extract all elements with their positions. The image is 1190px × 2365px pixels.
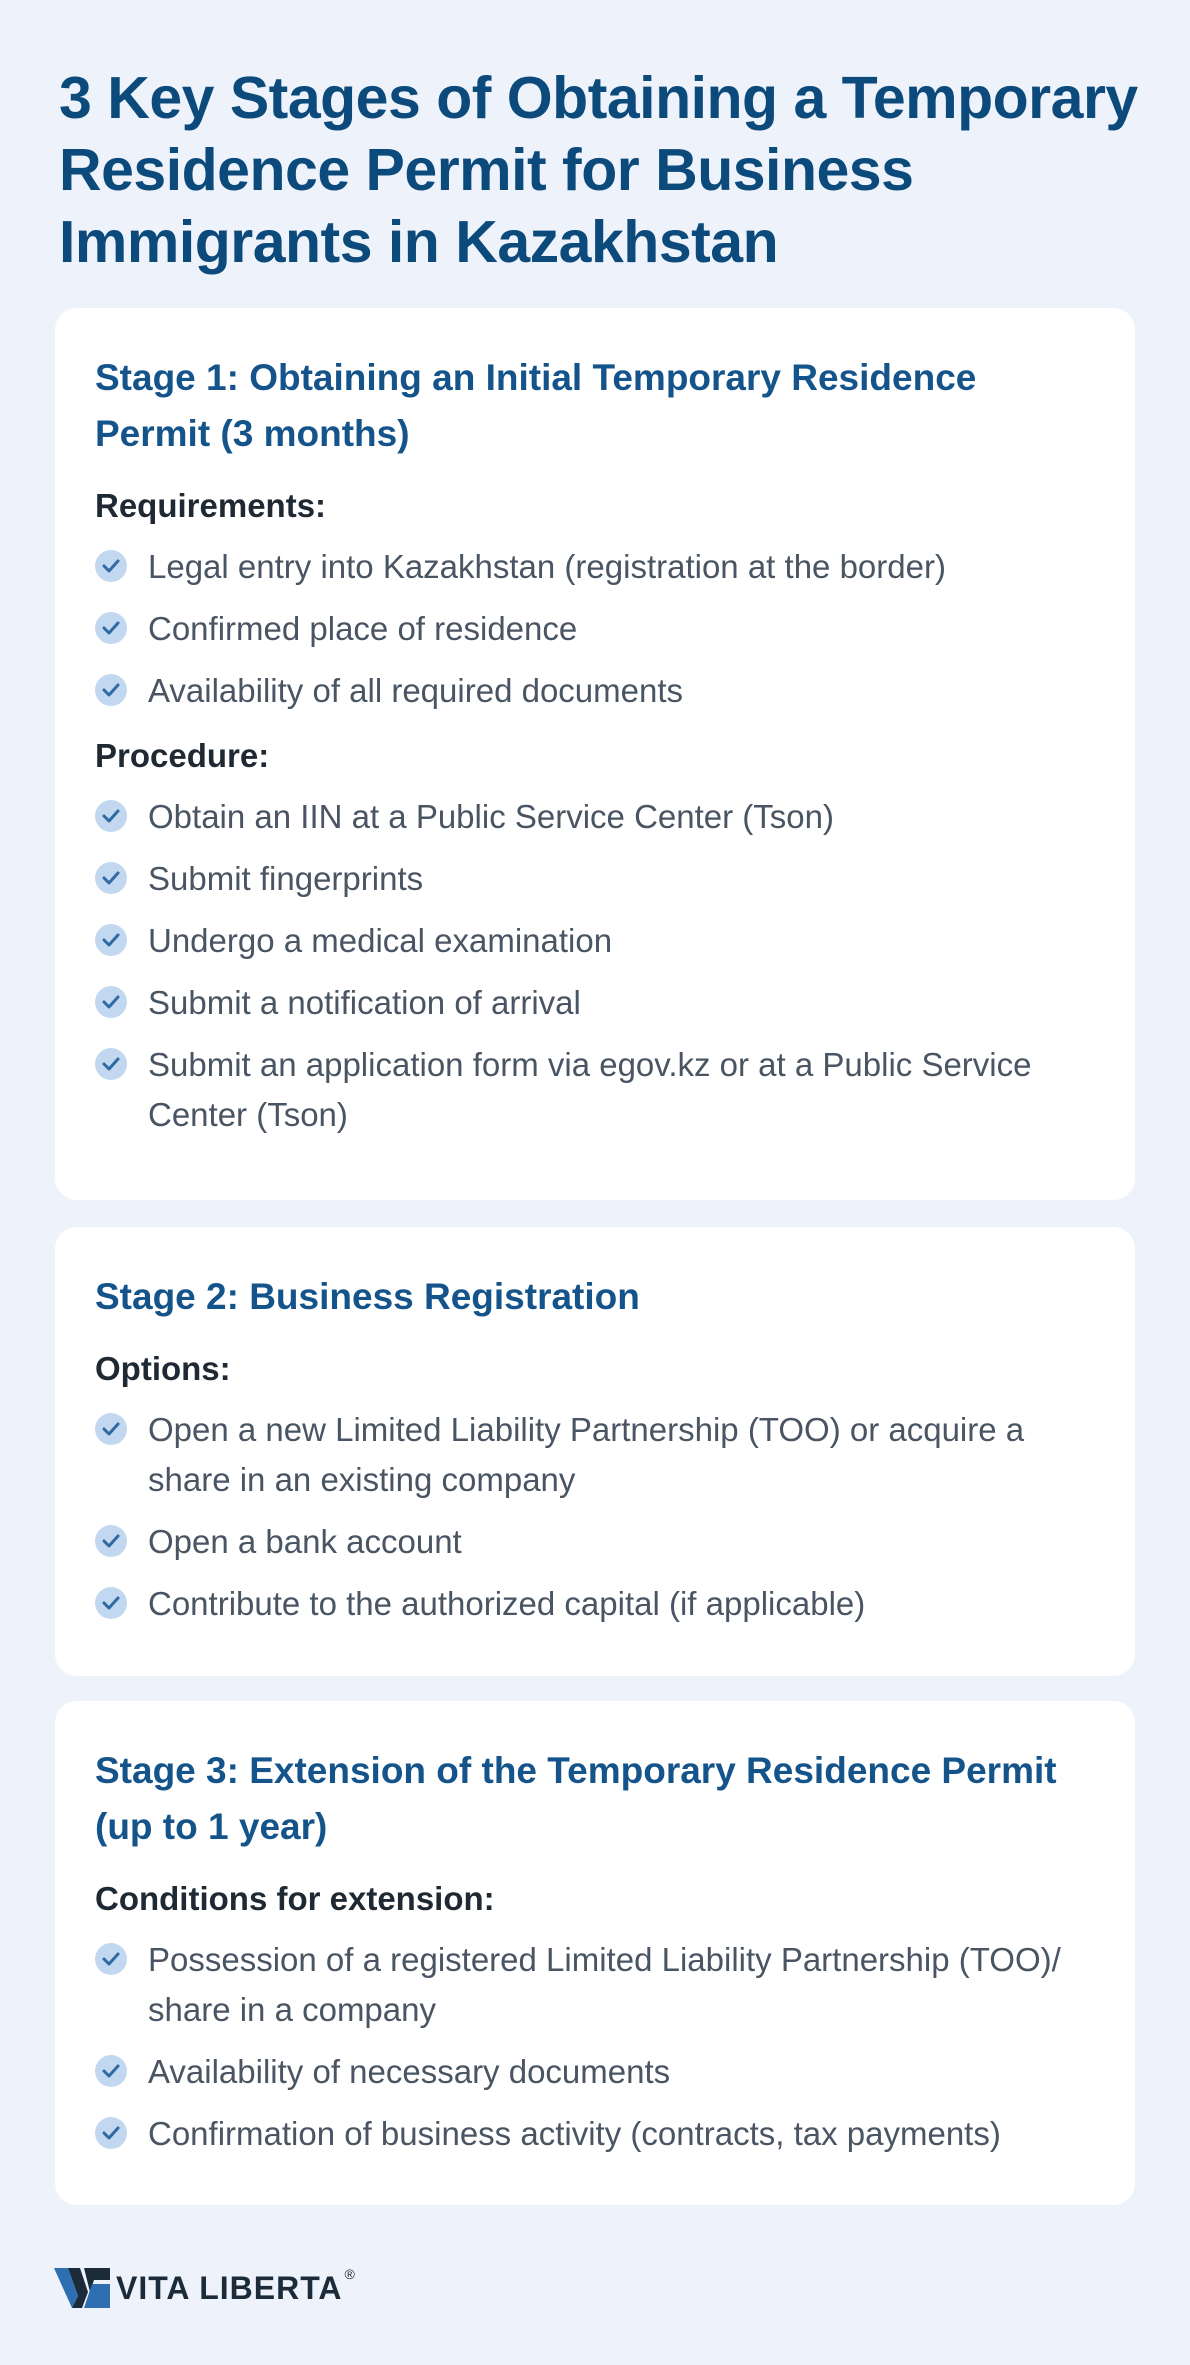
list-item-text: Confirmation of business activity (contracts, tax payments)	[148, 2115, 1001, 2152]
list-item	[95, 542, 1095, 592]
check-circle-icon	[95, 674, 127, 706]
check-circle-icon	[95, 2055, 127, 2087]
list-item	[95, 1935, 1095, 2035]
list-item-text: Open a new Limited Liability Partnership (TOO) or acquire a share in an existing company	[148, 1411, 1025, 1498]
stage-2-card	[55, 1227, 1135, 1676]
registered-mark: ®	[344, 2266, 355, 2282]
list-item-text: Obtain an IIN at a Public Service Center (Tson)	[148, 798, 834, 835]
check-circle-icon	[95, 1048, 127, 1080]
brand-name: VITA LIBERTA	[116, 2269, 343, 2306]
list-item-text: Submit an application form via egov.kz or at a Public Service Center (Tson)	[148, 1046, 1032, 1133]
stage-3-card	[55, 1701, 1135, 2205]
check-circle-icon	[95, 1525, 127, 1557]
stage-3-title: Stage 3: Extension of the Temporary Residence Permit (up to 1 year)	[95, 1750, 1057, 1847]
stage-3-conditions-list	[95, 1935, 1095, 2159]
list-item-text: Submit fingerprints	[148, 860, 424, 897]
check-circle-icon	[95, 1587, 127, 1619]
stage-2-title: Stage 2: Business Registration	[95, 1276, 640, 1317]
check-circle-icon	[95, 986, 127, 1018]
vita-liberta-logo-icon	[54, 2266, 110, 2310]
stage-1-card	[55, 308, 1135, 1200]
list-item	[95, 1579, 1095, 1629]
list-item	[95, 978, 1095, 1028]
list-item	[95, 854, 1095, 904]
list-item	[95, 1517, 1095, 1567]
check-circle-icon	[95, 2117, 127, 2149]
stage-1-requirements-label: Requirements:	[95, 487, 327, 524]
check-circle-icon	[95, 800, 127, 832]
list-item	[95, 916, 1095, 966]
list-item	[95, 1405, 1095, 1505]
stage-1-requirements-list	[95, 542, 1095, 716]
stage-3-conditions-label: Conditions for extension:	[95, 1880, 495, 1917]
check-circle-icon	[95, 924, 127, 956]
list-item	[95, 2109, 1095, 2159]
check-circle-icon	[95, 550, 127, 582]
list-item-text: Open a bank account	[148, 1523, 462, 1560]
stage-1-title: Stage 1: Obtaining an Initial Temporary Residence Permit (3 months)	[95, 357, 977, 454]
stage-1-procedure-list	[95, 792, 1095, 1140]
list-item-text: Legal entry into Kazakhstan (registration at the border)	[148, 548, 946, 585]
check-circle-icon	[95, 1943, 127, 1975]
list-item-text: Contribute to the authorized capital (if applicable)	[148, 1585, 866, 1622]
stage-2-options-label: Options:	[95, 1350, 231, 1387]
list-item-text: Possession of a registered Limited Liability Partnership (TOO)/ share in a company	[148, 1941, 1061, 2028]
brand-logo	[54, 2264, 355, 2312]
check-circle-icon	[95, 1413, 127, 1445]
check-circle-icon	[95, 612, 127, 644]
list-item	[95, 2047, 1095, 2097]
list-item	[95, 792, 1095, 842]
list-item-text: Undergo a medical examination	[148, 922, 613, 959]
list-item-text: Submit a notification of arrival	[148, 984, 581, 1021]
list-item-text: Availability of necessary documents	[148, 2053, 671, 2090]
list-item	[95, 604, 1095, 654]
stage-2-options-list	[95, 1405, 1095, 1629]
list-item	[95, 666, 1095, 716]
page-title: 3 Key Stages of Obtaining a Temporary Residence Permit for Business Immigrants in Kazakhstan	[59, 65, 1138, 275]
list-item	[95, 1040, 1095, 1140]
list-item-text: Confirmed place of residence	[148, 610, 578, 647]
list-item-text: Availability of all required documents	[148, 672, 684, 709]
check-circle-icon	[95, 862, 127, 894]
stage-1-procedure-label: Procedure:	[95, 737, 270, 774]
